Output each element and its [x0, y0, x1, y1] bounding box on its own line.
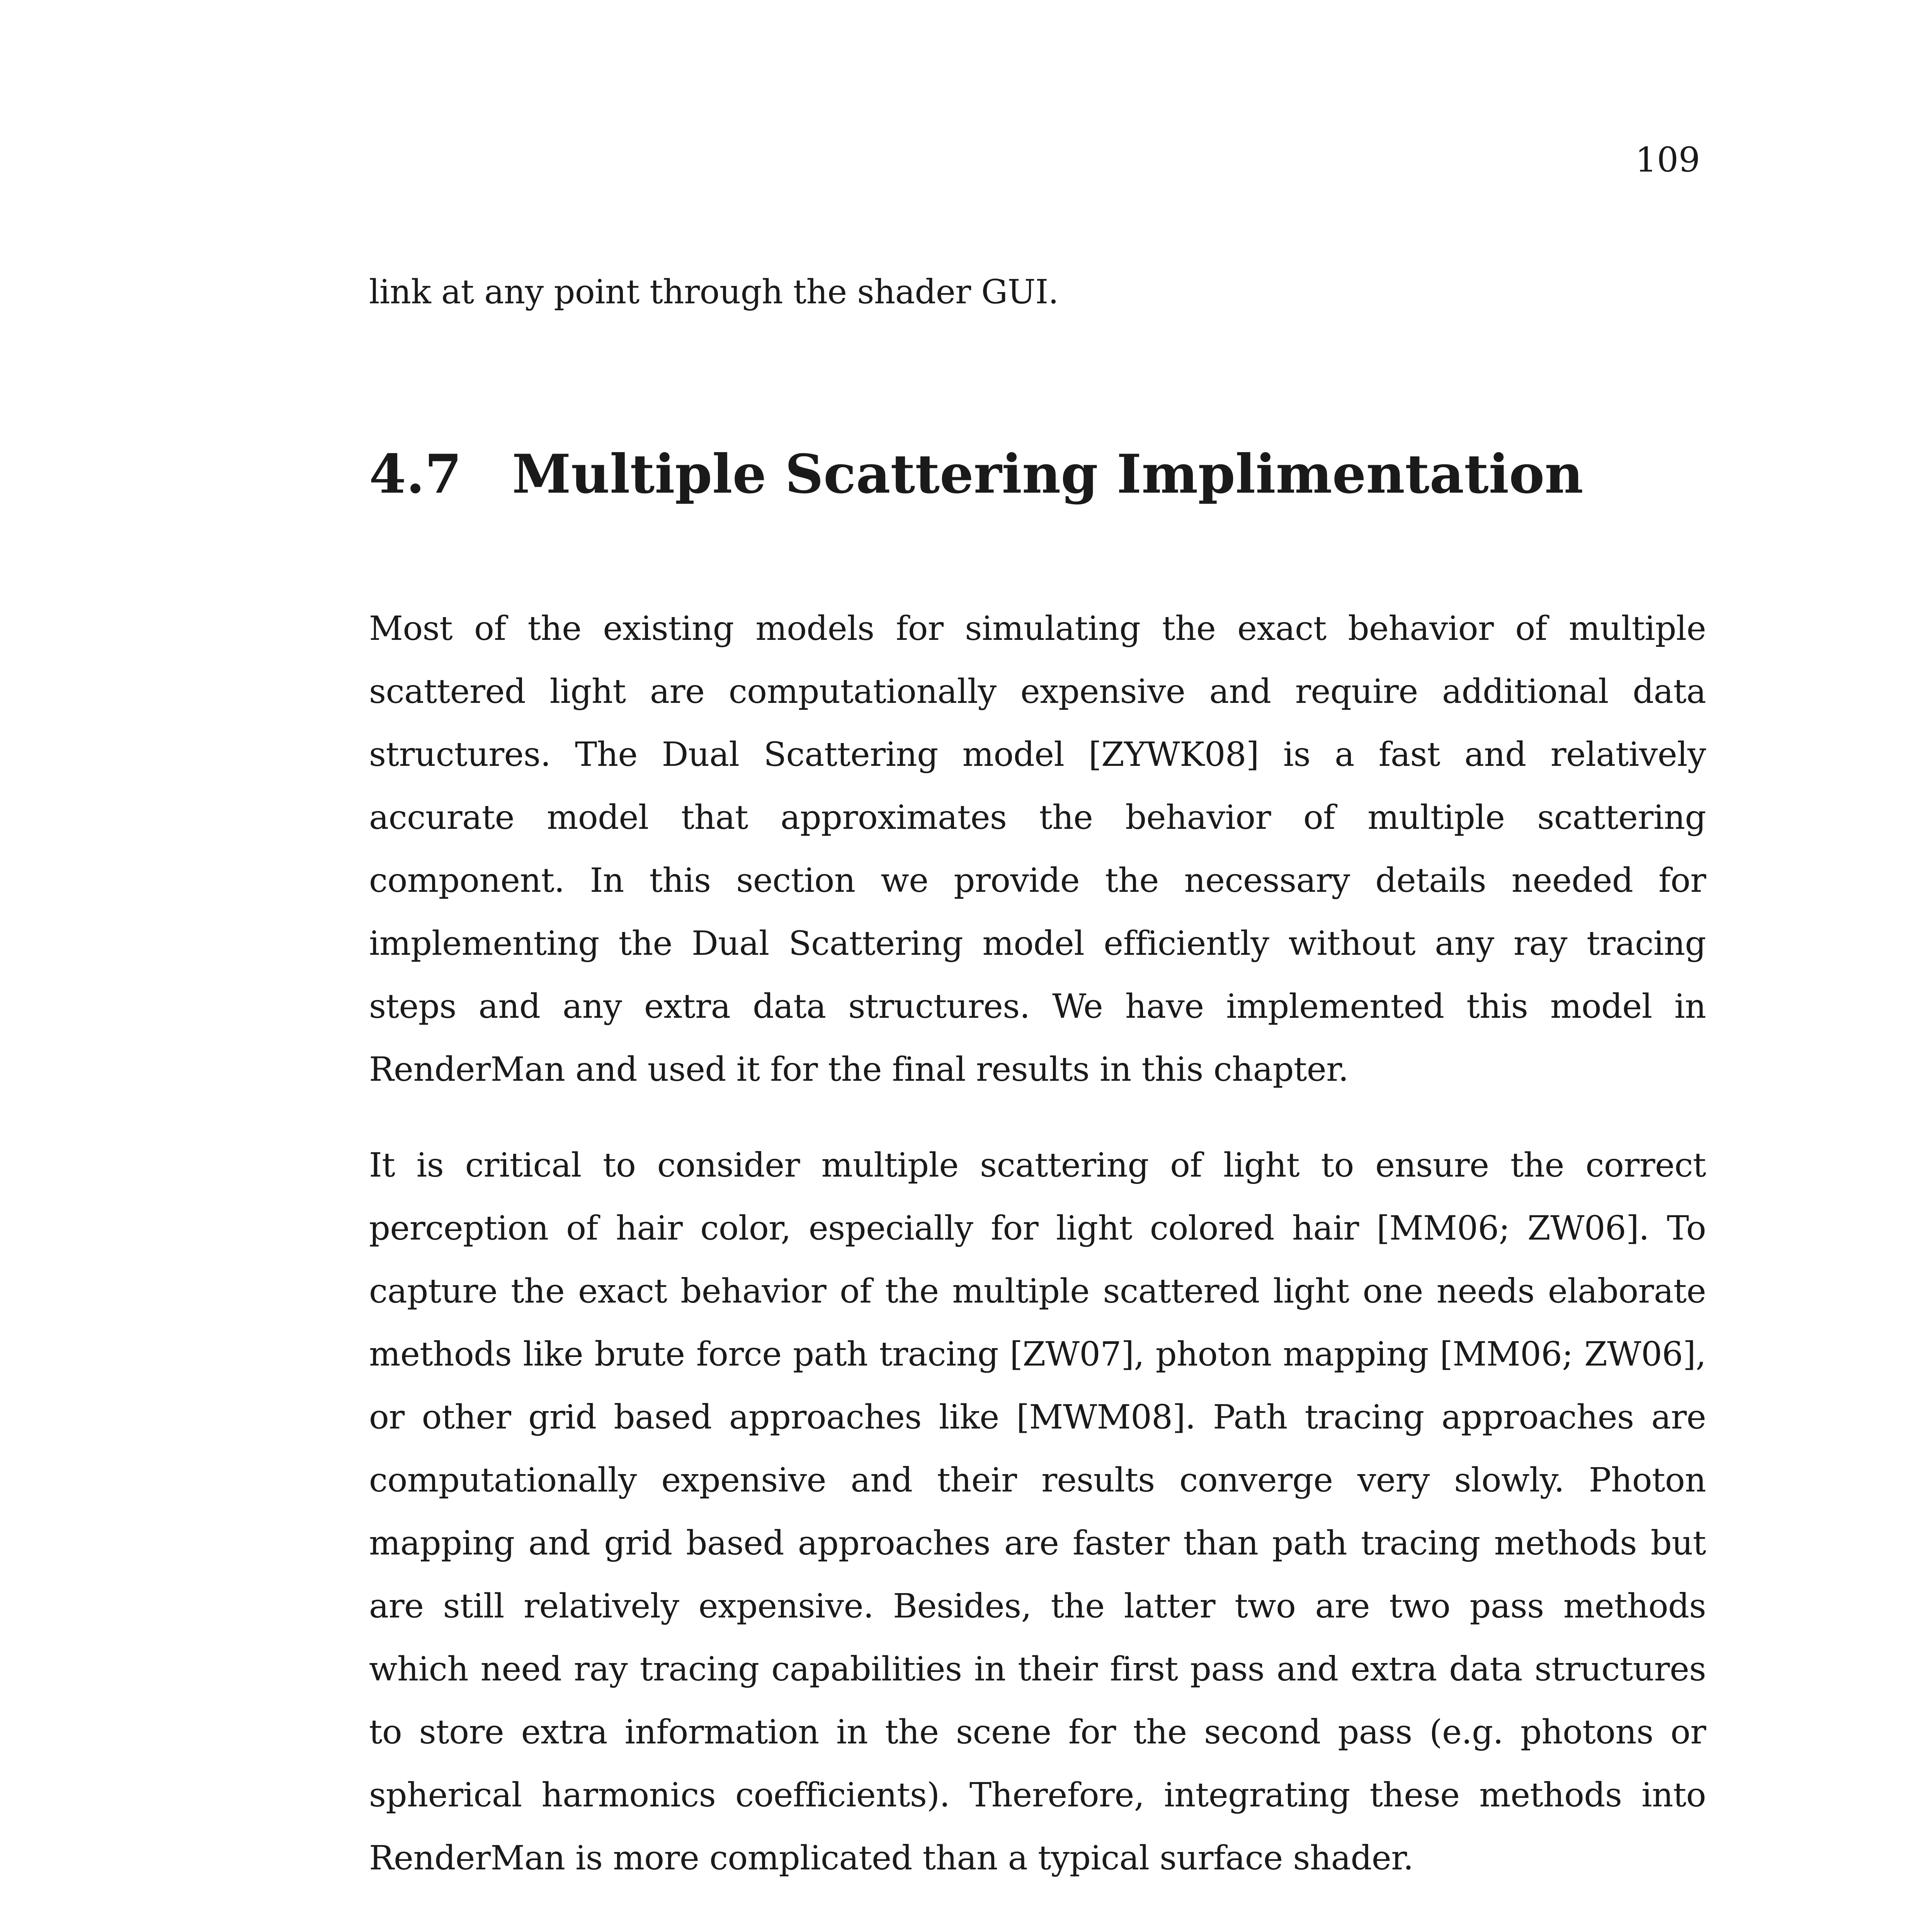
- section-title: Multiple Scattering Implimentation: [512, 442, 1583, 505]
- paragraph: Most of the existing models for simulating the exact behavior of multiple scattered light are computationally expensive and require additional data structures. The Dual Scattering model [ZYWK08] is a fast and relatively accurate model that approximates the behavior of multiple scattering component. In this section we provide the necessary details needed for implementing the Dual Scattering model efficiently without any ray tracing steps and any extra data structures. We have implemented this model in RenderMan and used it for the final results in this chapter.: [369, 609, 1706, 1089]
- page-body: [369, 261, 1706, 1932]
- section-number: 4.7: [369, 442, 462, 505]
- section-heading: [369, 442, 1706, 505]
- page-number: 109: [1635, 140, 1700, 180]
- paragraph: It is critical to consider multiple scattering of light to ensure the correct perception of hair color, especially for light colored hair [MM06; ZW06]. To capture the exact behavior of the multiple scattered light one needs elaborate methods like brute force path tracing [ZW07], photon mapping [MM06; ZW06], or other grid based approaches like [MWM08]. Path tracing approaches are computationally expensive and their results converge very slowly. Photon mapping and grid based approaches are faster than path tracing methods but are still relatively expensive. Besides, the latter two are two pass methods which need ray tracing capabilities in their first pass and extra data structures to store extra information in the scene for the second pass (e.g. photons or spherical harmonics coefficients). Therefore, integrating these methods into RenderMan is more complicated than a typical surface shader.: [369, 1146, 1706, 1878]
- paragraph: [369, 1923, 1706, 1932]
- continued-text: link at any point through the shader GUI.: [369, 273, 1059, 311]
